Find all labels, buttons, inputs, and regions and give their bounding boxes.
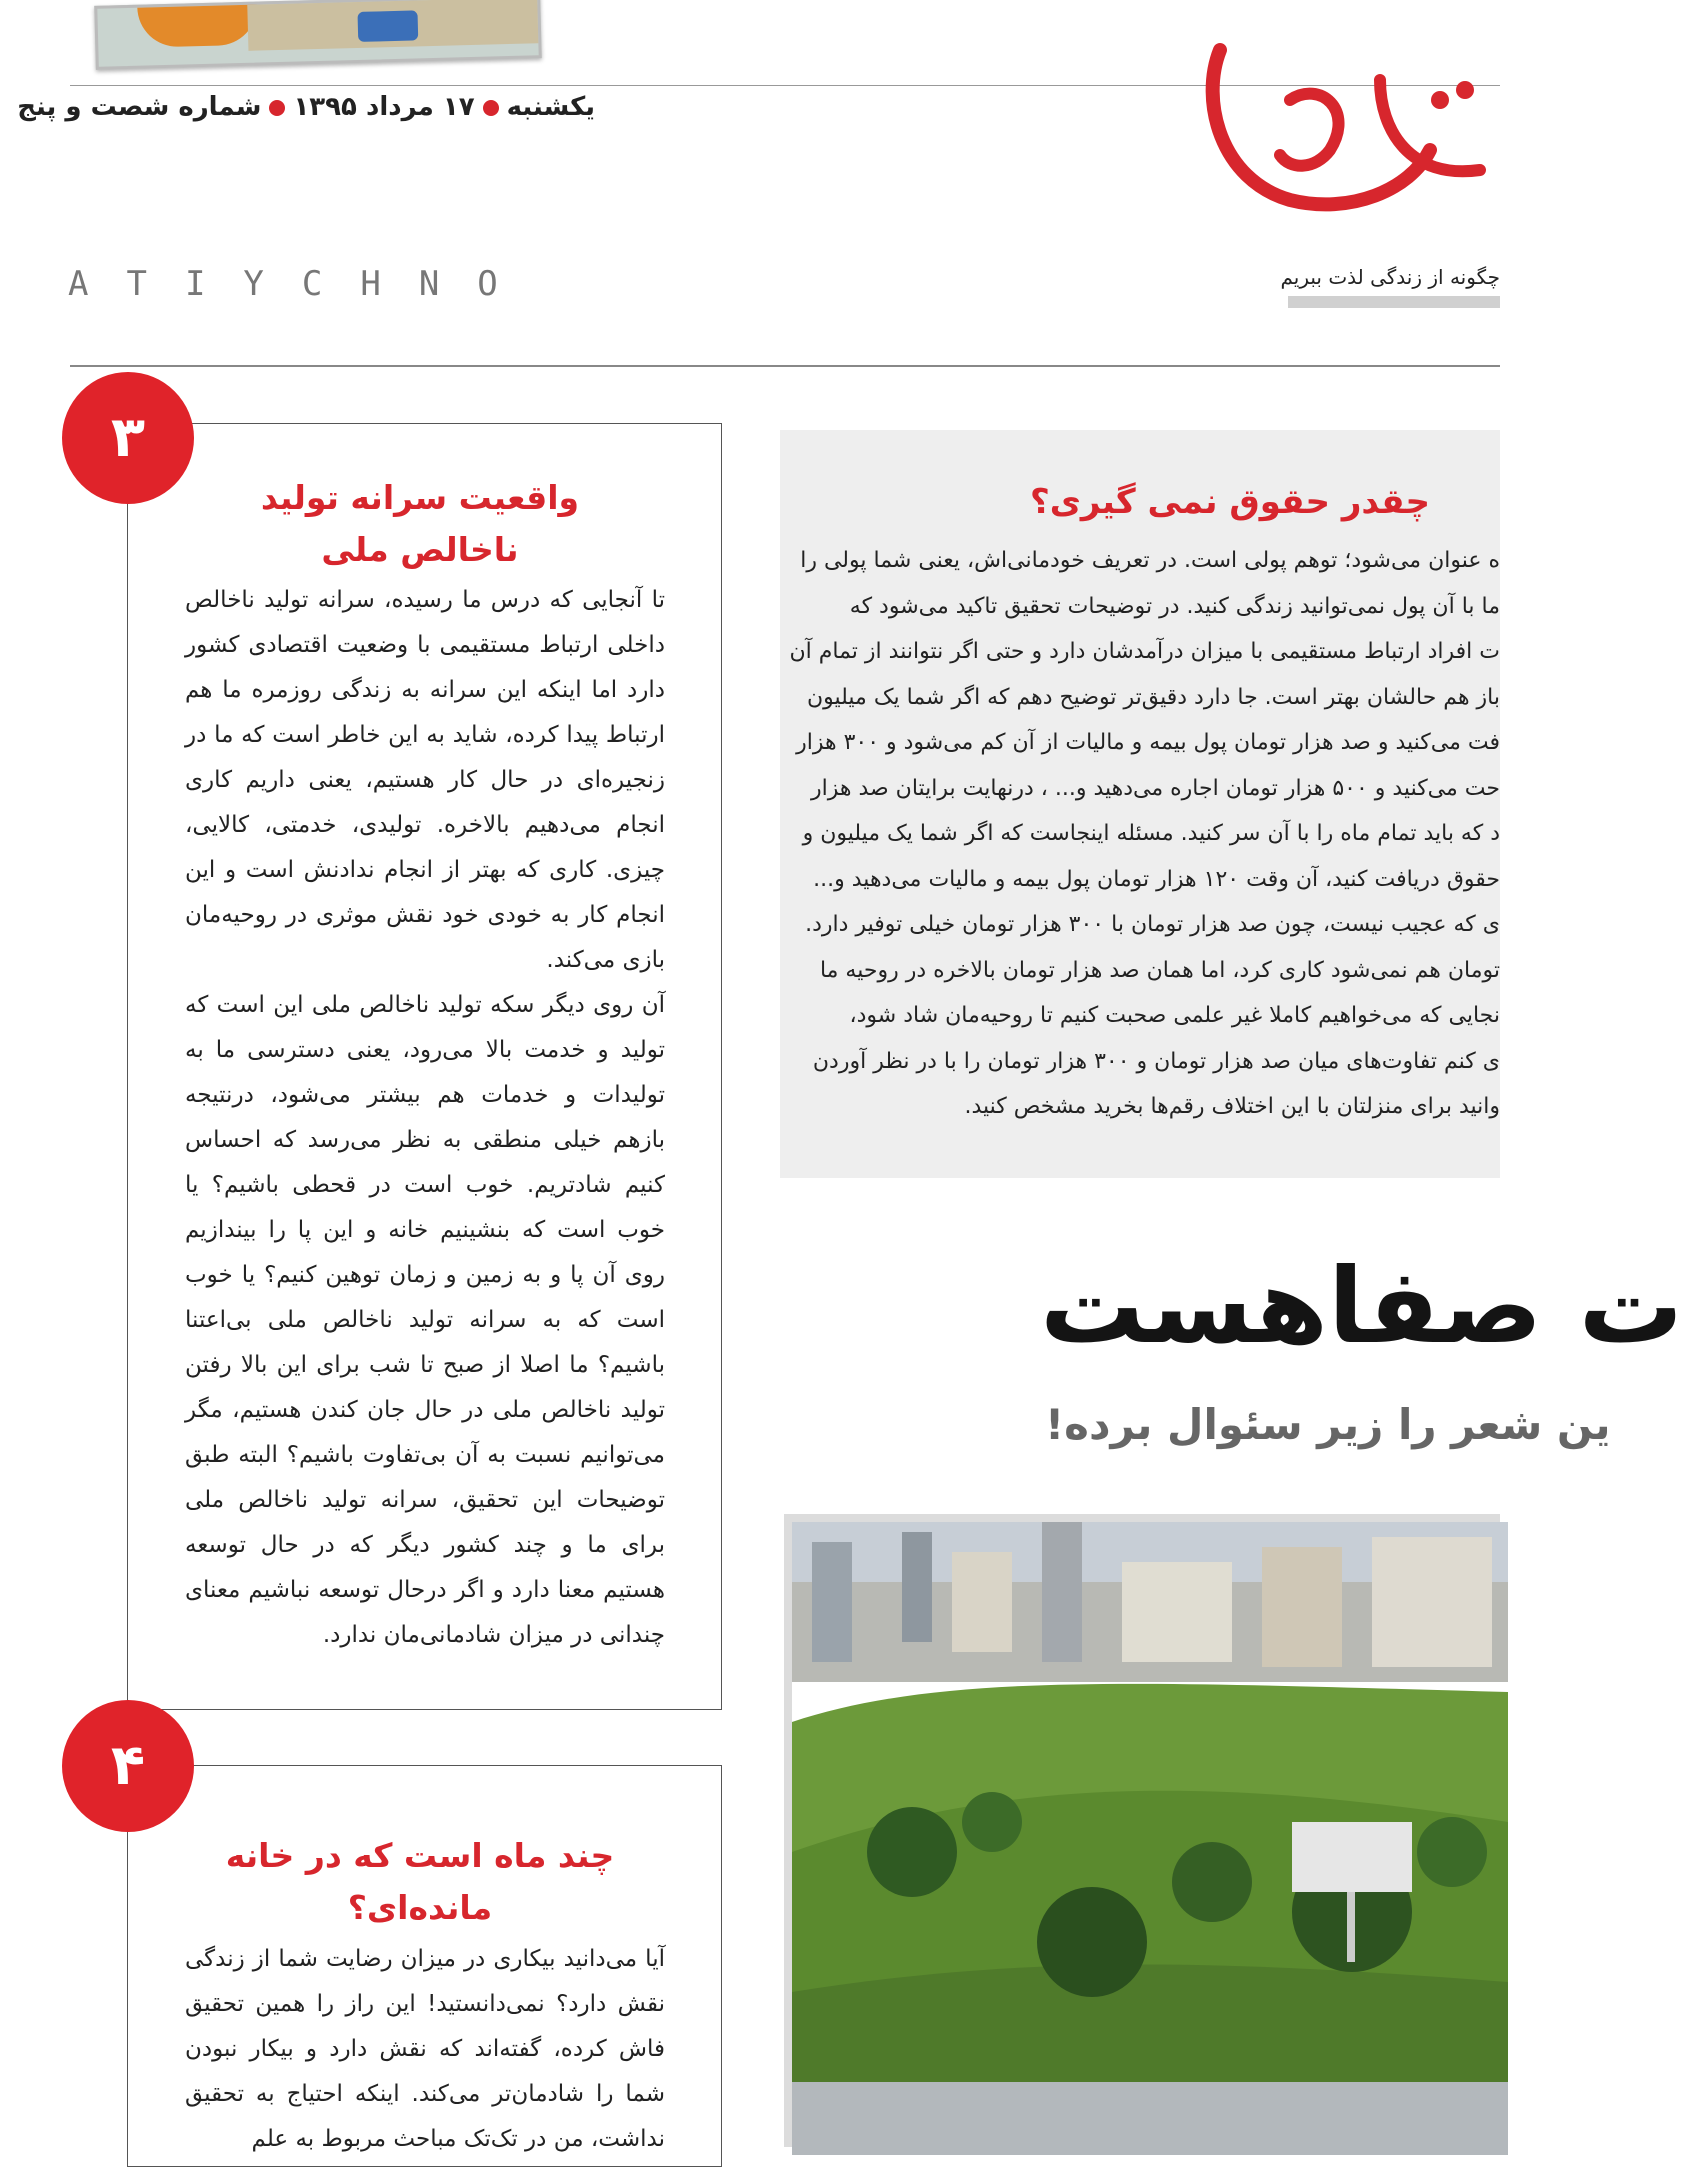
number-badge-3: ۳ — [62, 372, 194, 504]
box-4-title-line2: مانده‌ای؟ — [347, 1888, 493, 1927]
grey-line: ی که عجیب نیست، چون صد هزار تومان با ۳۰۰ هزار تومان خیلی توفیر دارد. — [805, 912, 1500, 937]
box-4-body: آیا می‌دانید بیکاری در میزان رضایت شما از زندگی نقش دارد؟ نمی‌دانستید! این راز را همین تحقیق فاش کرده، گفته‌اند که نقش دارد و بیکار نبودن شما را شادمان‌تر می‌کند. اینکه احتیاج به تحقیق نداشت، من در تک‌تک مباحث مربوط به علم — [185, 1946, 665, 2152]
masthead-tagline: چگونه از زندگی لذت ببریم — [1280, 265, 1500, 289]
grey-line: ی کنم تفاوت‌های میان صد هزار تومان و ۳۰۰ هزار تومان را با در نظر آوردن — [812, 1048, 1500, 1074]
bullet-dot — [269, 100, 285, 116]
header-photo-strip — [94, 0, 542, 70]
grey-line: وانید برای منزلتان با این اختلاف رقم‌ها بخرید مشخص کنید. — [964, 1094, 1500, 1119]
weekday: یکشنبه — [506, 92, 595, 122]
bullet-dot — [483, 100, 499, 116]
section-rule — [70, 365, 1500, 367]
grey-line: باز هم حالشان بهتر است. جا دارد دقیق‌تر توضیح دهم که اگر شما یک میلیون — [806, 684, 1500, 710]
grey-line: ت افراد ارتباط مستقیمی با میزان درآمدشان دارد و حتی اگر نتوانند از تمام آن — [789, 639, 1500, 664]
issue-number: شماره شصت و پنج — [17, 92, 262, 122]
number-badge-4: ۴ — [62, 1700, 194, 1832]
box-3-title-line2: ناخالص ملی — [321, 530, 519, 569]
main-headline: ت صفاهست — [1040, 1245, 1683, 1367]
grey-line: ما با آن پول نمی‌توانید زندگی کنید. در توضیحات تحقیق تاکید می‌شود که — [849, 593, 1500, 619]
grey-line: ه عنوان می‌شود؛ توهم پولی است. در تعریف خودمانی‌اش، یعنی شما پولی را — [800, 548, 1500, 573]
grey-line: د که باید تمام ماه را با آن سر کنید. مسئله اینجاست که اگر شما یک میلیون و — [802, 821, 1500, 846]
date: ۱۷ مرداد ۱۳۹۵ — [293, 92, 475, 122]
tagline-underline — [1288, 296, 1500, 308]
box-4-title-line1: چند ماه است که در خانه — [225, 1836, 615, 1875]
box-4-title — [200, 1830, 640, 1934]
main-subheadline: ین شعر را زیر سئوال برده! — [1045, 1400, 1611, 1449]
grey-line: فت می‌کنید و صد هزار تومان پول بیمه و مالیات از آن کم می‌شود و ۳۰۰ هزار — [796, 730, 1500, 755]
grey-line: حت می‌کنید و ۵۰۰ هزار تومان اجاره می‌دهید و... ، درنهایت برایتان صد هزار — [810, 775, 1500, 801]
box-3-paragraph-2: آن روی دیگر سکه تولید ناخالص ملی این است که تولید و خدمت بالا می‌رود، یعنی دسترسی ما به تولیدات و خدمات هم بیشتر می‌شود، درنتیجه بازهم خیلی منطقی به نظر می‌رسد که احساس کنیم شادتریم. خوب است در قحطی باشیم؟ یا خوب است که بنشینیم خانه و این پا را بیندازیم روی آن پا و به زمین و زمان توهین کنیم؟ یا خوب است که به سرانه تولید ناخالص ملی بی‌اعتنا باشیم؟ ما اصلا از صبح تا شب برای این بالا رفتن تولید ناخالص ملی در حال جان کندن هستیم، مگر می‌توانیم نسبت به آن بی‌تفاوت باشیم؟ البته طبق توضیحات این تحقیق، سرانه تولید ناخالص ملی برای ما و چند کشور دیگر که در حال توسعه هستیم معنا دارد و اگر درحال توسعه نباشیم معنای چندانی در میزان شادمانی‌مان ندارد. — [185, 992, 665, 1648]
grey-panel-title: چقدر حقوق نمی گیری؟ — [1030, 482, 1431, 522]
box-3-body — [185, 578, 665, 1658]
city-park-photo — [784, 1514, 1500, 2147]
city-park-illustration — [792, 1522, 1508, 2155]
issue-date-line — [17, 92, 595, 122]
box-3-paragraph-1: تا آنجایی که درس ما رسیده، سرانه تولید ناخالص داخلی ارتباط مستقیمی با وضعیت اقتصادی کشور دارد اما اینکه این سرانه به زندگی روزمره ما هم ارتباط پیدا کرده، شاید به این خاطر است که ما در زنجیره‌ای در حال کار هستیم، یعنی داریم کاری انجام می‌دهیم بالاخره. تولیدی، خدمتی، کالایی، چیزی. کاری که بهتر از انجام ندادنش است و این انجام کار به خودی خود نقش موثری در روحیه‌مان بازی می‌کند. — [185, 587, 665, 973]
box-3-title-line1: واقعیت سرانه تولید — [260, 478, 580, 517]
grey-line: حقوق دریافت کنید، آن وقت ۱۲۰ هزار تومان پول بیمه و مالیات می‌دهید و... — [813, 866, 1500, 892]
grey-line: نجایی که می‌خواهیم کاملا غیر علمی صحبت کنیم تا روحیه‌مان شاد شود، — [849, 1003, 1500, 1028]
latin-wordmark: ATIYCHNO — [68, 264, 536, 304]
masthead-logo — [1180, 40, 1500, 240]
grey-line: تومان هم نمی‌شود کاری کرد، اما همان صد هزار تومان بالاخره در روحیه ما — [819, 957, 1500, 983]
box-3-title — [200, 472, 640, 576]
grey-panel-body — [789, 538, 1500, 1138]
